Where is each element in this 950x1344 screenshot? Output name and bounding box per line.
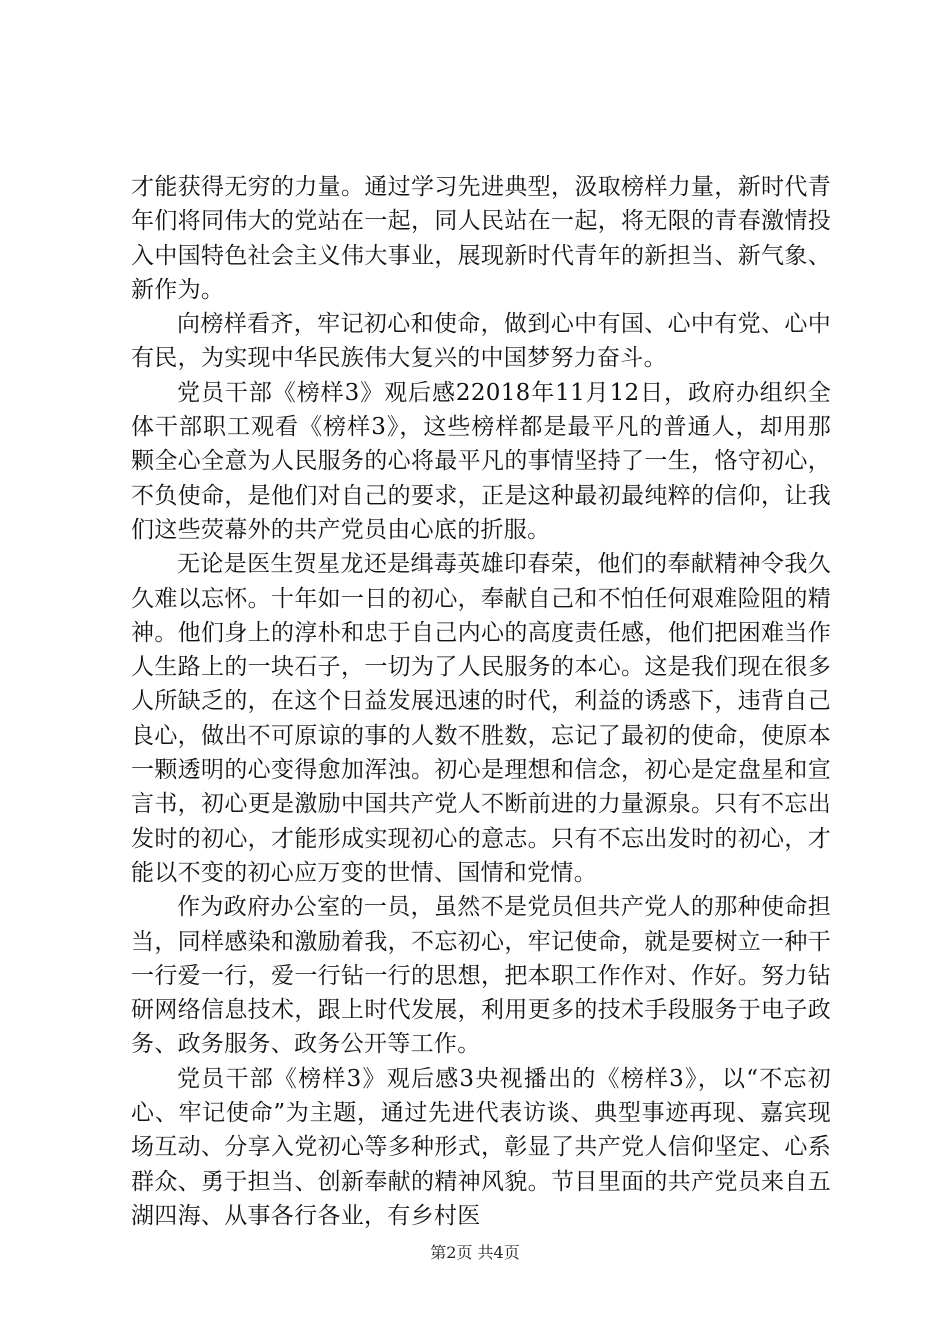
paragraph-6: 党员干部《榜样3》观后感3央视播出的《榜样3》，以“不忘初心、牢记使命”为主题，通过先进代表访谈、典型事迹再现、嘉宾现场互动、分享入党初心等多种形式，彰显了共产党人信仰坚定、心系群众、勇于担当、创新奉献的精神风貌。节目里面的共产党员来自五湖四海、从事各行各业，有乡村医 [131, 1065, 831, 1229]
document-body [131, 170, 831, 1233]
paragraph-2: 向榜样看齐，牢记初心和使命，做到心中有国、心中有党、心中有民，为实现中华民族伟大复兴的中国梦努力奋斗。 [131, 311, 831, 372]
paragraph-4: 无论是医生贺星龙还是缉毒英雄印春荣，他们的奉献精神令我久久难以忘怀。十年如一日的初心，奉献自己和不怕任何艰难险阻的精神。他们身上的淳朴和忠于自己内心的高度责任感，他们把困难当作人生路上的一块石子，一切为了人民服务的本心。这是我们现在很多人所缺乏的，在这个日益发展迅速的时代，利益的诱惑下，违背自己良心，做出不可原谅的事的人数不胜数，忘记了最初的使命，使原本一颗透明的心变得愈加浑浊。初心是理想和信念，初心是定盘星和宣言书，初心更是激励中国共产党人不断前进的力量源泉。只有不忘出发时的初心，才能形成实现初心的意志。只有不忘出发时的初心，才能以不变的初心应万变的世情、国情和党情。 [131, 551, 831, 886]
page-footer: 第2页 共4页 [430, 1243, 520, 1262]
paragraph-5: 作为政府办公室的一员，虽然不是党员但共产党人的那种使命担当，同样感染和激励着我，不忘初心，牢记使命，就是要树立一种干一行爱一行，爱一行钻一行的思想，把本职工作作对、作好。努力钻研网络信息技术，跟上时代发展，利用更多的技术手段服务于电子政务、政务服务、政务公开等工作。 [131, 894, 831, 1058]
paragraph-1: 才能获得无穷的力量。通过学习先进典型，汲取榜样力量，新时代青年们将同伟大的党站在一起，同人民站在一起，将无限的青春激情投入中国特色社会主义伟大事业，展现新时代青年的新担当、新气象、新作为。 [131, 174, 831, 303]
paragraph-3: 党员干部《榜样3》观后感22018年11月12日，政府办组织全体干部职工观看《榜样3》，这些榜样都是最平凡的普通人，却用那颗全心全意为人民服务的心将最平凡的事情坚持了一生，恪守初心，不负使命，是他们对自己的要求，正是这种最初最纯粹的信仰，让我们这些荧幕外的共产党员由心底的折服。 [131, 379, 831, 543]
